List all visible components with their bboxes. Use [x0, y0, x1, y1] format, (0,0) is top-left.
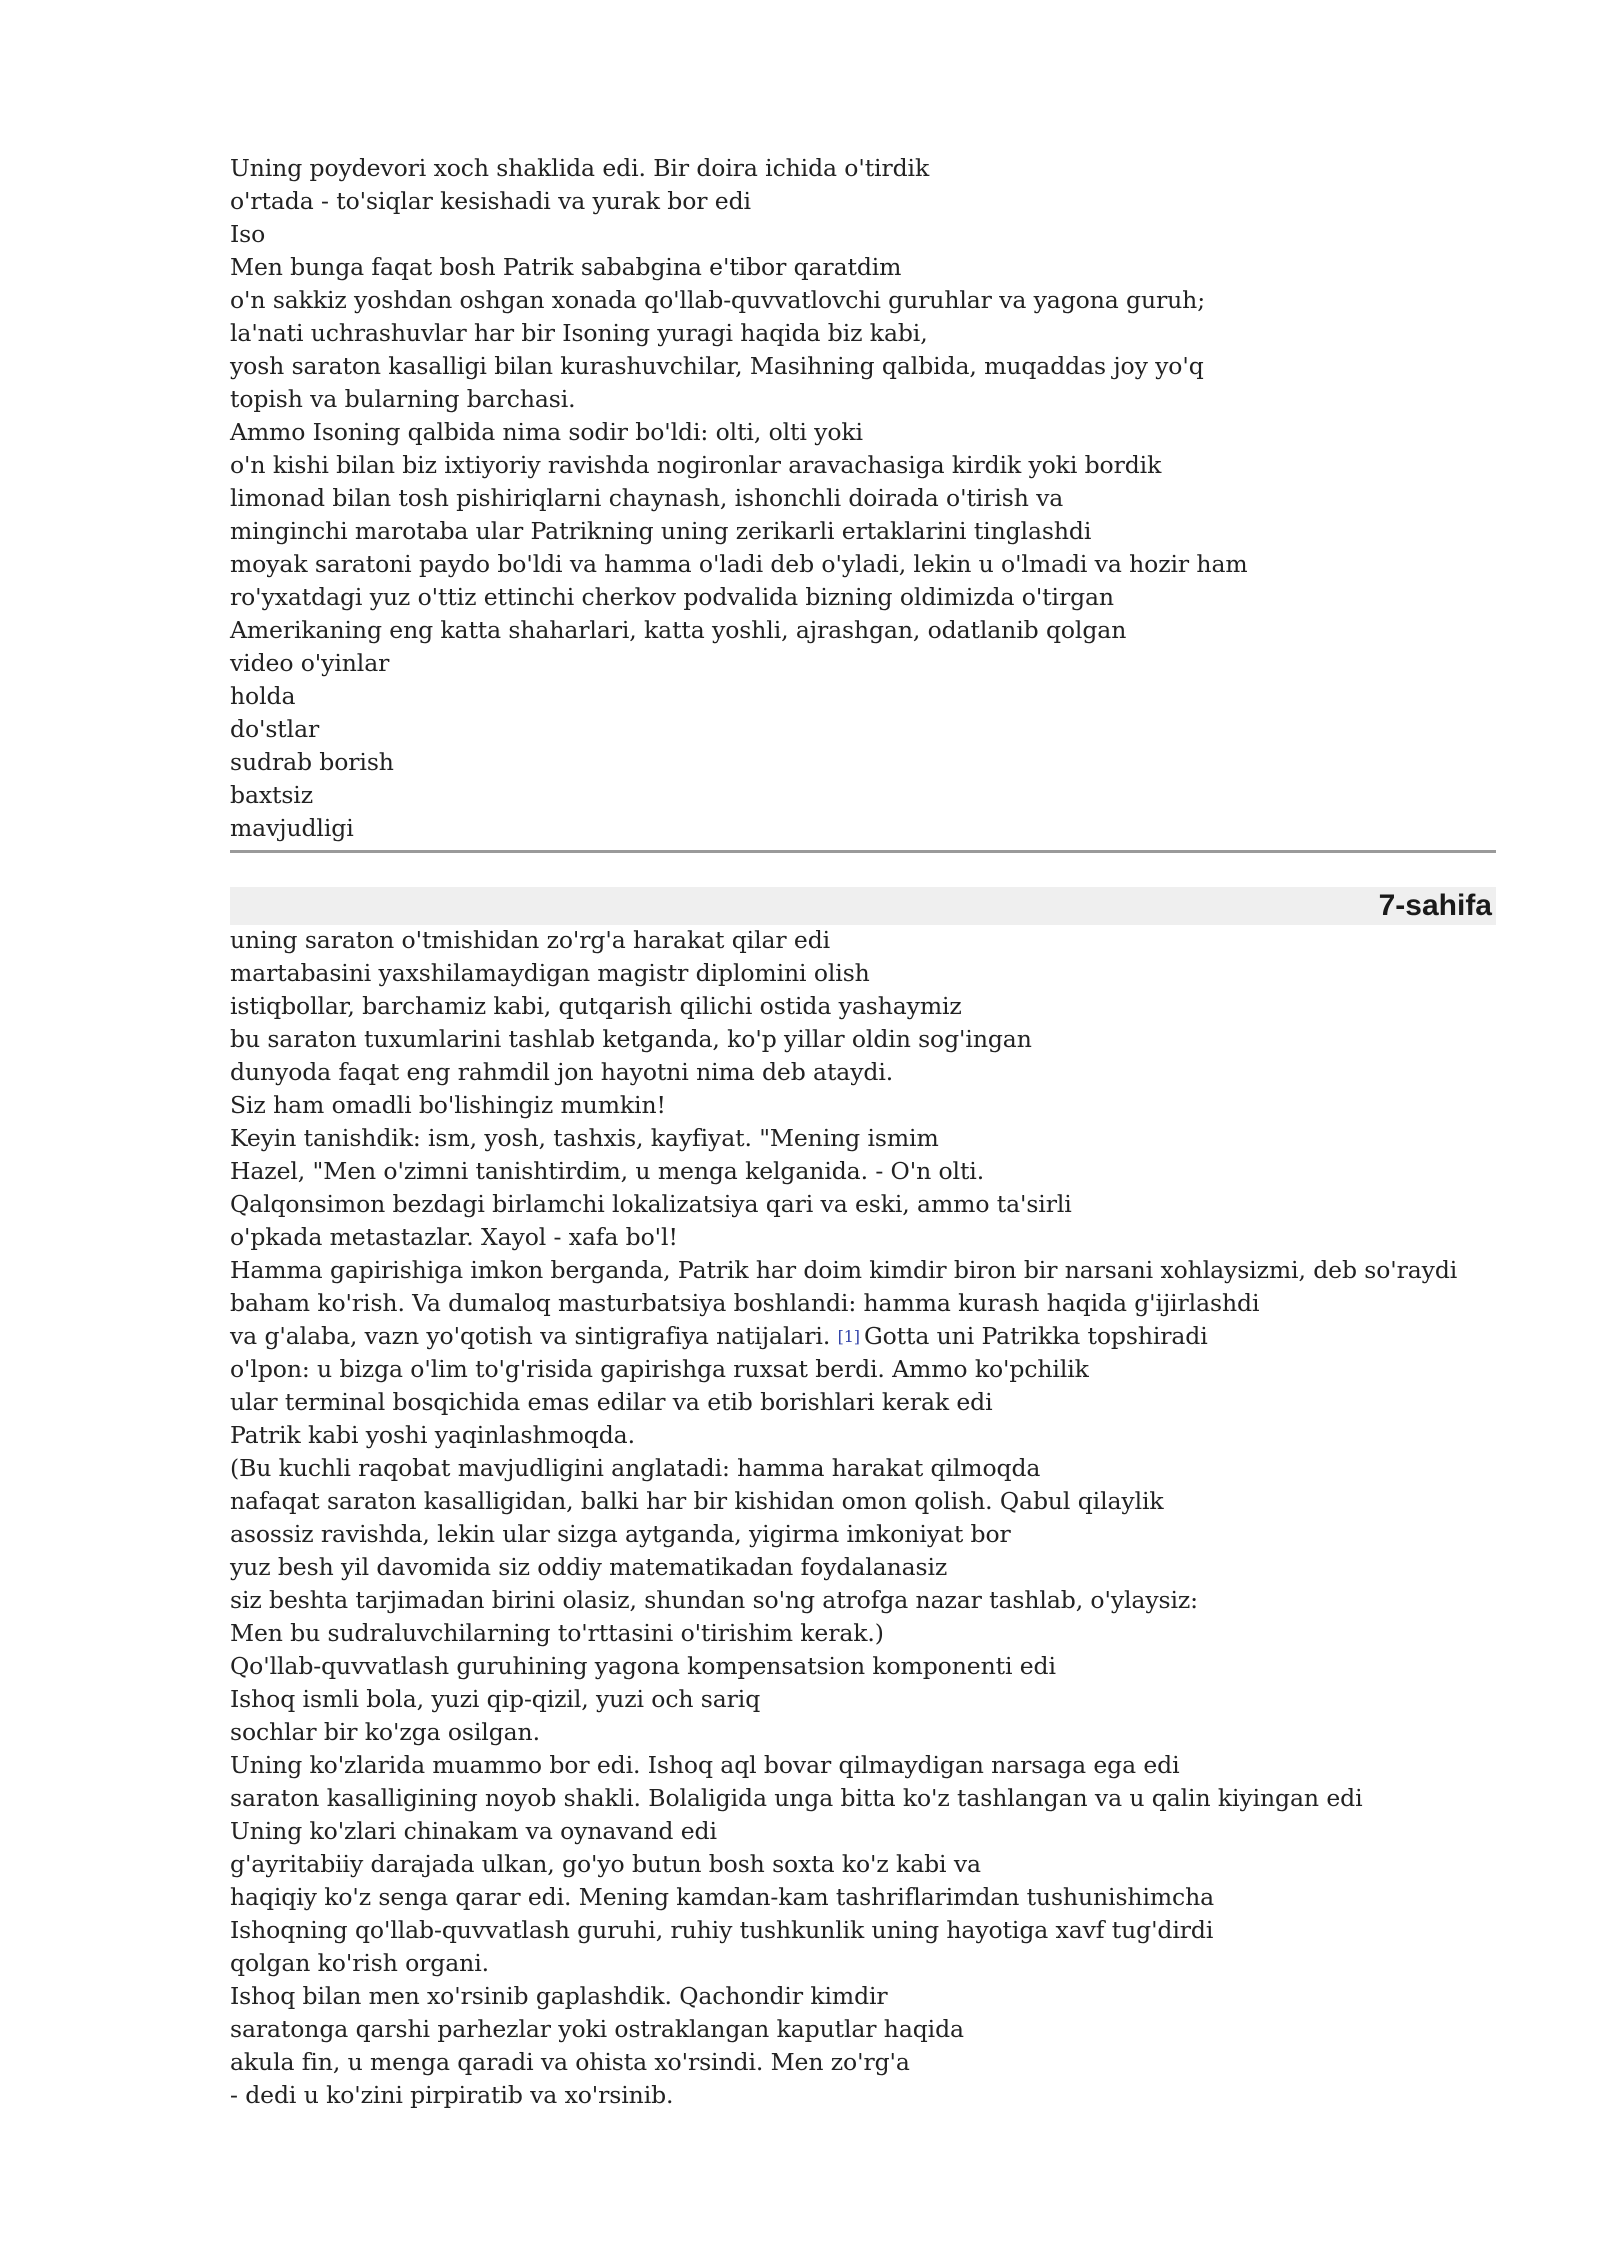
- text-line: nafaqat saraton kasalligidan, balki har bir kishidan omon qolish. Qabul qilaylik: [230, 1487, 1164, 1515]
- text-line: Hamma gapirishiga imkon berganda, Patrik har doim kimdir biron bir narsani xohlaysizmi, deb so'raydi: [230, 1256, 1458, 1284]
- text-line: baxtsiz: [230, 781, 314, 809]
- text-line: ular terminal bosqichida emas edilar va etib borishlari kerak edi: [230, 1388, 993, 1416]
- text-line: Ishoq ismli bola, yuzi qip-qizil, yuzi och sariq: [230, 1685, 761, 1713]
- text-line: Men bu sudraluvchilarning to'rttasini o'tirishim kerak.): [230, 1619, 884, 1647]
- text-line: o'lpon: u bizga o'lim to'g'risida gapirishga ruxsat berdi. Ammo ko'pchilik: [230, 1355, 1089, 1383]
- text-line: istiqbollar, barchamiz kabi, qutqarish qilichi ostida yashaymiz: [230, 992, 962, 1020]
- text-line: la'nati uchrashuvlar har bir Isoning yuragi haqida biz kabi,: [230, 319, 928, 347]
- text-line: Patrik kabi yoshi yaqinlashmoqda.: [230, 1421, 635, 1449]
- text-line: Uning poydevori xoch shaklida edi. Bir doira ichida o'tirdik: [230, 154, 930, 182]
- text-line: topish va bularning barchasi.: [230, 385, 576, 413]
- text-line: Amerikaning eng katta shaharlari, katta yoshli, ajrashgan, odatlanib qolgan: [230, 616, 1127, 644]
- text-line: ro'yxatdagi yuz o'ttiz ettinchi cherkov podvalida bizning oldimizda o'tirgan: [230, 583, 1114, 611]
- page-number: 7-sahifa: [1378, 889, 1492, 922]
- text-line: moyak saratoni paydo bo'ldi va hamma o'ladi deb o'yladi, lekin u o'lmadi va hozir ham: [230, 550, 1248, 578]
- text-line: o'pkada metastazlar. Xayol - xafa bo'l!: [230, 1223, 678, 1251]
- text-line: limonad bilan tosh pishiriqlarni chaynash, ishonchli doirada o'tirish va: [230, 484, 1064, 512]
- text-line: Uning ko'zlari chinakam va oynavand edi: [230, 1817, 717, 1845]
- text-line-with-footnote: [230, 1320, 1496, 1353]
- text-line: Qalqonsimon bezdagi birlamchi lokalizatsiya qari va eski, ammo ta'sirli: [230, 1190, 1072, 1218]
- text-line: mavjudligi: [230, 814, 354, 842]
- text-line: minginchi marotaba ular Patrikning uning zerikarli ertaklarini tinglashdi: [230, 517, 1092, 545]
- page-divider: [230, 850, 1496, 853]
- text-line: Keyin tanishdik: ism, yosh, tashxis, kayfiyat. "Mening ismim: [230, 1124, 939, 1152]
- text-block-top: [230, 152, 1496, 845]
- text-line: Ammo Isoning qalbida nima sodir bo'ldi: olti, olti yoki: [230, 418, 863, 446]
- text-line: g'ayritabiiy darajada ulkan, go'yo butun bosh soxta ko'z kabi va: [230, 1850, 981, 1878]
- footnote-line-before: va g'alaba, vazn yo'qotish va sintigrafiya natijalari.: [230, 1322, 831, 1350]
- text-line: Hazel, "Men o'zimni tanishtirdim, u menga kelganida. - O'n olti.: [230, 1157, 985, 1185]
- text-line: uning saraton o'tmishidan zo'rg'a harakat qilar edi: [230, 926, 831, 954]
- footnote-link[interactable]: [1]: [837, 1327, 860, 1346]
- text-line: saraton kasalligining noyob shakli. Bolaligida unga bitta ko'z tashlangan va u qalin kiyingan edi: [230, 1784, 1363, 1812]
- text-line: martabasini yaxshilamaydigan magistr diplomini olish: [230, 959, 870, 987]
- text-block-main: [230, 924, 1496, 2112]
- text-line: o'n sakkiz yoshdan oshgan xonada qo'llab-quvvatlovchi guruhlar va yagona guruh;: [230, 286, 1206, 314]
- text-line: do'stlar: [230, 715, 320, 743]
- text-line: o'n kishi bilan biz ixtiyoriy ravishda nogironlar aravachasiga kirdik yoki bordik: [230, 451, 1162, 479]
- text-line: Siz ham omadli bo'lishingiz mumkin!: [230, 1091, 666, 1119]
- text-line: sudrab borish: [230, 748, 394, 776]
- text-line: Men bunga faqat bosh Patrik sababgina e'tibor qaratdim: [230, 253, 902, 281]
- text-line: o'rtada - to'siqlar kesishadi va yurak bor edi: [230, 187, 751, 215]
- text-line: saratonga qarshi parhezlar yoki ostraklangan kaputlar haqida: [230, 2015, 964, 2043]
- text-line: Uning ko'zlarida muammo bor edi. Ishoq aql bovar qilmaydigan narsaga ega edi: [230, 1751, 1180, 1779]
- text-line: akula fin, u menga qaradi va ohista xo'rsindi. Men zo'rg'a: [230, 2048, 910, 2076]
- text-line: Ishoqning qo'llab-quvvatlash guruhi, ruhiy tushkunlik uning hayotiga xavf tug'dirdi: [230, 1916, 1214, 1944]
- text-line: sochlar bir ko'zga osilgan.: [230, 1718, 540, 1746]
- text-line: - dedi u ko'zini pirpiratib va xo'rsinib.: [230, 2081, 674, 2109]
- text-line: holda: [230, 682, 296, 710]
- text-line: yuz besh yil davomida siz oddiy matematikadan foydalanasiz: [230, 1553, 948, 1581]
- footnote-line-after: Gotta uni Patrikka topshiradi: [863, 1322, 1208, 1350]
- text-line: Iso: [230, 220, 266, 248]
- text-line: siz beshta tarjimadan birini olasiz, shundan so'ng atrofga nazar tashlab, o'ylaysiz:: [230, 1586, 1198, 1614]
- text-line: yosh saraton kasalligi bilan kurashuvchilar, Masihning qalbida, muqaddas joy yo'q: [230, 352, 1204, 380]
- text-line: Ishoq bilan men xo'rsinib gaplashdik. Qachondir kimdir: [230, 1982, 888, 2010]
- text-line: haqiqiy ko'z senga qarar edi. Mening kamdan-kam tashriflarimdan tushunishimcha: [230, 1883, 1215, 1911]
- text-line: asossiz ravishda, lekin ular sizga aytganda, yigirma imkoniyat bor: [230, 1520, 1011, 1548]
- text-line: bu saraton tuxumlarini tashlab ketganda, ko'p yillar oldin sog'ingan: [230, 1025, 1032, 1053]
- text-line: baham ko'rish. Va dumaloq masturbatsiya boshlandi: hamma kurash haqida g'ijirlashdi: [230, 1289, 1260, 1317]
- text-line: qolgan ko'rish organi.: [230, 1949, 489, 1977]
- text-line: video o'yinlar: [230, 649, 390, 677]
- page-header: [230, 887, 1496, 925]
- text-line: Qo'llab-quvvatlash guruhining yagona kompensatsion komponenti edi: [230, 1652, 1056, 1680]
- text-line: (Bu kuchli raqobat mavjudligini anglatadi: hamma harakat qilmoqda: [230, 1454, 1041, 1482]
- text-line: dunyoda faqat eng rahmdil jon hayotni nima deb ataydi.: [230, 1058, 894, 1086]
